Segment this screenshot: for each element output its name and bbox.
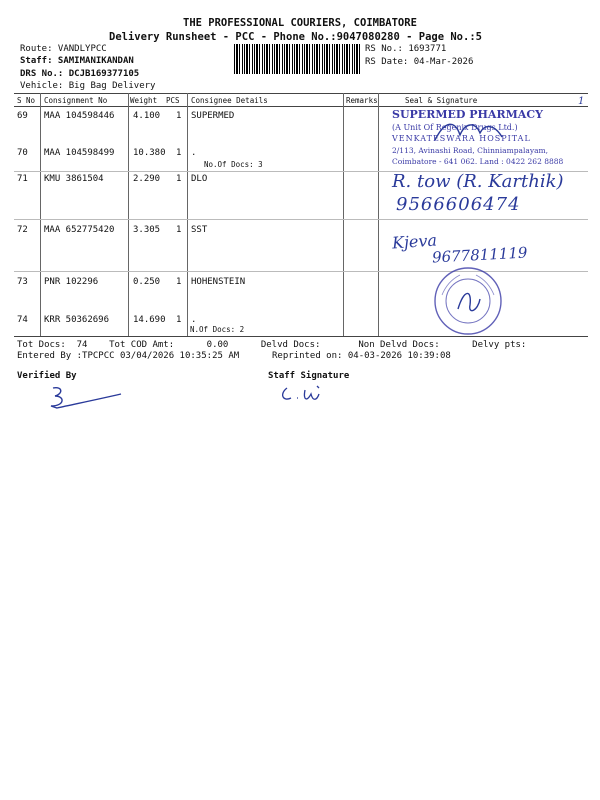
staff-signature-label: Staff Signature [268, 371, 350, 381]
verified-by-label: Verified By [17, 371, 77, 381]
row-sno: 69 [17, 111, 28, 121]
row-sno: 73 [17, 277, 28, 287]
receiver-name-72: Kjeva [391, 230, 438, 253]
row-consignment: KRR 50362696 [44, 315, 110, 325]
col-sno: S No [17, 96, 36, 105]
col-consignee: Consignee Details [191, 96, 268, 105]
vehicle-label: Vehicle: Big Bag Delivery [20, 81, 156, 91]
col-divider [128, 93, 129, 336]
row-consignee: SUPERMED [191, 111, 235, 121]
row-consignment: PNR 102296 [44, 277, 99, 287]
stamp-address: 2/113, Avinashi Road, Chinniampalayam, [392, 146, 549, 155]
table-top-rule [14, 93, 588, 94]
col-divider [40, 93, 41, 336]
row-consignment: KMU 3861504 [44, 174, 104, 184]
col-weight: Weight [130, 96, 158, 105]
staff-signature [277, 380, 337, 410]
row-pcs: 1 [176, 225, 182, 235]
row-consignee: DLO [191, 174, 208, 184]
row-consignee: . [191, 315, 197, 325]
round-seal-stamp [432, 265, 504, 337]
stamp-unit: (A Unit Of Regenix Drugs Ltd.) [392, 123, 518, 132]
row-consignment: MAA 104598499 [44, 148, 115, 158]
barcode [234, 44, 362, 74]
stamp-city: Coimbatore - 641 062. Land : 0422 262 8888 [392, 157, 564, 166]
table-header-rule [14, 106, 588, 107]
verified-signature [45, 382, 125, 412]
row-consignee: HOHENSTEIN [191, 277, 246, 287]
row-divider [14, 219, 588, 220]
row-weight: 2.290 [133, 174, 161, 184]
company-title: THE PROFESSIONAL COURIERS, COIMBATORE [183, 17, 417, 29]
route-label: Route: VANDLYPCC [20, 44, 107, 54]
stamp-pharmacy-name: SUPERMED PHARMACY [392, 108, 543, 121]
row-pcs: 1 [176, 174, 182, 184]
row-pcs: 1 [176, 148, 182, 158]
col-divider [187, 93, 188, 336]
row-pcs: 1 [176, 277, 182, 287]
col-remarks: Remarks [346, 96, 378, 105]
corner-mark: 1 [578, 96, 585, 107]
totals-line: Tot Docs: 74 Tot COD Amt: 0.00 Delvd Docs: Non Delvd Docs: Delvy pts: [17, 340, 527, 350]
row-weight: 14.690 [133, 315, 166, 325]
row-weight: 0.250 [133, 277, 161, 287]
rs-date: RS Date: 04-Mar-2026 [365, 57, 474, 67]
stamp-hospital: VENKATESWARA HOSPITAL [392, 134, 531, 143]
row-weight: 4.100 [133, 111, 161, 121]
drs-label: DRS No.: DCJB169377105 [20, 69, 140, 79]
row-sno: 70 [17, 148, 28, 158]
col-pcs: PCS [166, 96, 180, 105]
row-weight: 10.380 [133, 148, 166, 158]
entered-by: Entered By :TPCPCC 03/04/2026 10:35:25 AM [17, 351, 240, 361]
staff-label: Staff: SAMIMANIKANDAN [20, 56, 134, 66]
col-divider [378, 93, 379, 336]
receiver-name-71: R. tow (R. Karthik) [392, 171, 564, 192]
row-sno: 72 [17, 225, 28, 235]
row-sno: 71 [17, 174, 28, 184]
receiver-phone-72: 9677811119 [431, 243, 528, 267]
runsheet-subtitle: Delivery Runsheet - PCC - Phone No.:9047080280 - Page No.:5 [109, 31, 482, 43]
row-consignment: MAA 104598446 [44, 111, 115, 121]
row-consignment: MAA 652775420 [44, 225, 115, 235]
receiver-phone-71: 9566606474 [396, 194, 521, 215]
row-sno: 74 [17, 315, 28, 325]
row-docs-count: N.Of Docs: 2 [190, 325, 245, 334]
row-pcs: 1 [176, 315, 182, 325]
reprinted-on: Reprinted on: 04-03-2026 10:39:08 [272, 351, 451, 361]
row-consignee: SST [191, 225, 208, 235]
row-docs-count: No.Of Docs: 3 [204, 160, 263, 169]
row-pcs: 1 [176, 111, 182, 121]
stamp-scribble [430, 115, 510, 150]
col-divider [343, 93, 344, 336]
col-consignment: Consignment No [44, 96, 108, 105]
col-seal: Seal & Signature [405, 96, 478, 105]
rs-number: RS No.: 1693771 [365, 44, 447, 54]
row-weight: 3.305 [133, 225, 161, 235]
row-consignee: . [191, 148, 197, 158]
